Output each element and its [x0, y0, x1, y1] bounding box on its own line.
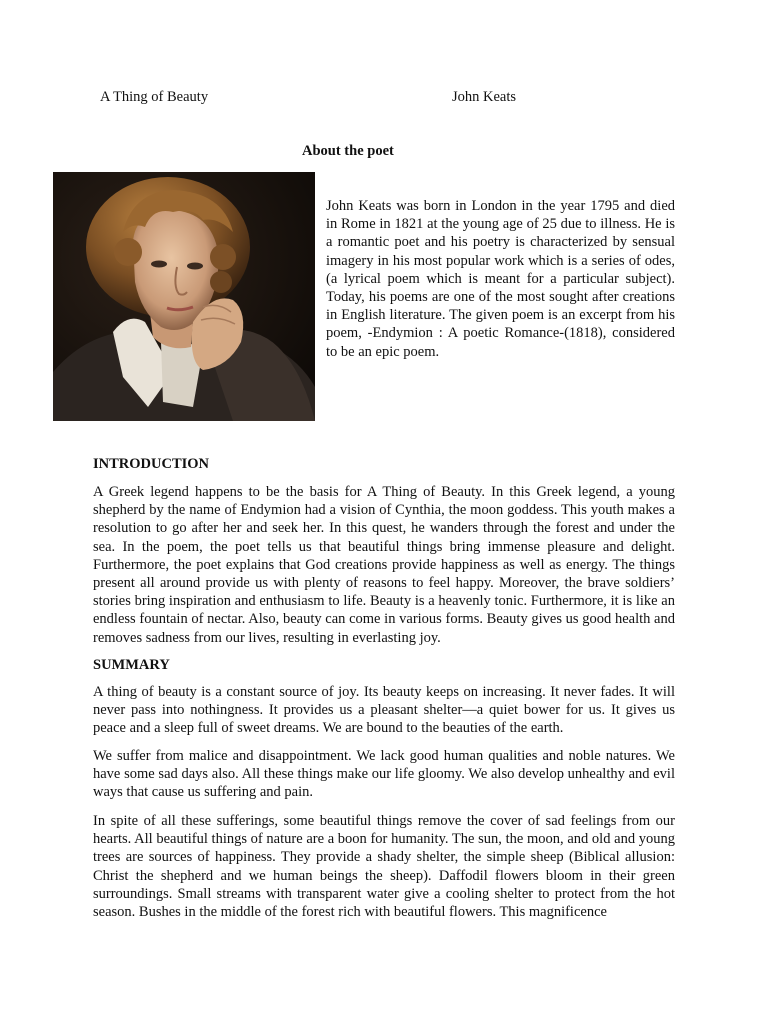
- summary-paragraph-3: In spite of all these sufferings, some beautiful things remove the cover of sad feelings from our hearts. All beautiful things of nature are a boon for humanity. The sun, the moon, and old and young trees are sources of happiness. They provide a shady shelter, the simple sheep (Biblical allusion: Christ the shepherd and we human beings the sheep). Daffodil flowers bloom in their green surroundings. Small streams with transparent water give a cooling shelter to protect from the hot season. Bushes in the middle of the forest rich with beautiful flowers. This magnificence: [93, 813, 675, 921]
- poet-portrait: [53, 172, 315, 421]
- portrait-image: [53, 172, 315, 421]
- introduction-heading: INTRODUCTION: [93, 456, 210, 472]
- poet-name: John Keats: [452, 89, 517, 105]
- summary-paragraph-1: A thing of beauty is a constant source of joy. Its beauty keeps on increasing. It never fades. It will never pass into nothingness. It provides us a pleasant shelter—a quiet bower for us. It gives us peace and a sleep full of sweet dreams. We are bound to the beauties of the earth.: [93, 684, 675, 737]
- summary-paragraph-2: We suffer from malice and disappointment. We lack good human qualities and noble natures. We have some sad days also. All these things make our life gloomy. We also develop unhealthy and evil ways that cause us suffering and pain.: [93, 748, 675, 801]
- poem-title: A Thing of Beauty: [100, 89, 209, 105]
- introduction-text: A Greek legend happens to be the basis for A Thing of Beauty. In this Greek legend, a young shepherd by the name of Endymion had a vision of Cynthia, the moon goddess. This youth makes a resolution to go after her and seek her. In this quest, he wanders through the forest and under the sea. In the poem, the poet tells us that beautiful things bring immense pleasure and delight. Furthermore, the poet explains that God creations provide happiness as well as energy. The things present all around provide us with plenty of reasons to feel happy. Moreover, the brave soldiers’ stories bring inspiration and enthusiasm to life. Beauty is a heavenly tonic. Furthermore, it is like an endless fountain of nectar. Also, beauty can come in various forms. Beauty gives us good health and removes sadness from our lives, resulting in everlasting joy.: [93, 484, 675, 646]
- summary-heading: SUMMARY: [93, 657, 170, 673]
- poet-bio: John Keats was born in London in the year 1795 and died in Rome in 1821 at the young age of 25 due to illness. He is a romantic poet and his poetry is characterized by sensual imagery in his most popular work which is a series of odes, (a lyrical poem which is meant for a particular subject). Today, his poems are one of the most sought after creations in English literature. The given poem is an excerpt from his poem, -Endymion : A poetic Romance-(1818), considered to be an epic poem.: [326, 198, 675, 360]
- about-heading: About the poet: [302, 143, 394, 159]
